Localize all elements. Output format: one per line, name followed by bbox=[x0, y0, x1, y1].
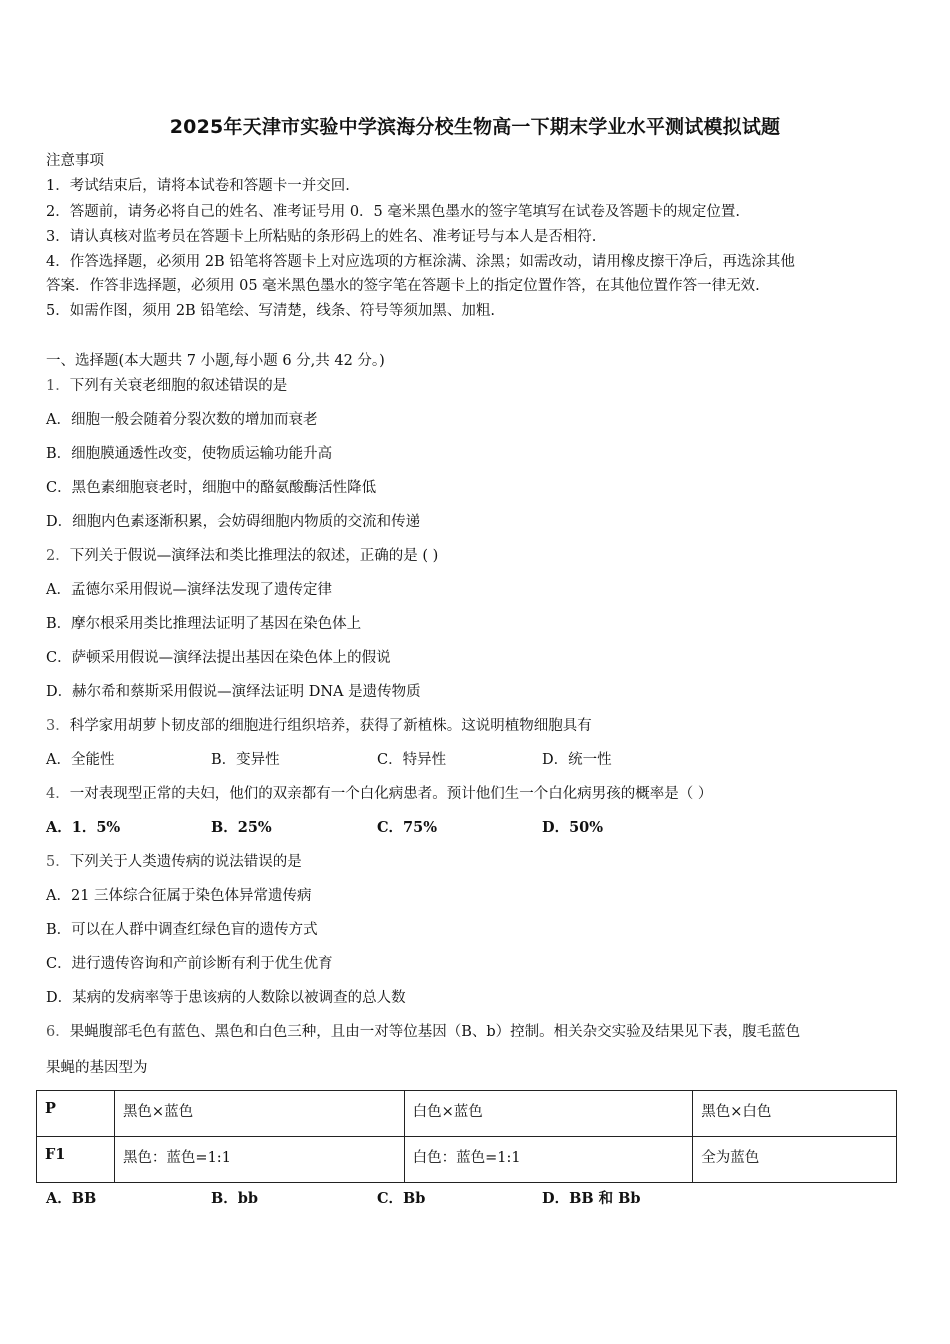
notice-item: 5．如需作图，须用 2B 铅笔绘、写清楚，线条、符号等须加黑、加粗. bbox=[46, 303, 495, 319]
option-a: A．BB bbox=[46, 1190, 97, 1207]
page-title: 2025年天津市实验中学滨海分校生物高一下期末学业水平测试模拟试题 bbox=[169, 116, 781, 138]
option-a: A．细胞一般会随着分裂次数的增加而衰老 bbox=[46, 412, 318, 428]
question-number: 5． bbox=[46, 854, 70, 870]
option-c: C．75% bbox=[377, 819, 437, 836]
table-row bbox=[37, 1137, 897, 1183]
question-number: 6． bbox=[46, 1024, 70, 1040]
question-5 bbox=[46, 852, 302, 872]
option-c: C．黑色素细胞衰老时，细胞中的酪氨酸酶活性降低 bbox=[46, 480, 377, 496]
notice-item: 1．考试结束后，请将本试卷和答题卡一并交回. bbox=[46, 178, 350, 194]
option-d: D．某病的发病率等于患该病的人数除以被调查的总人数 bbox=[46, 990, 406, 1006]
question-2 bbox=[46, 546, 438, 566]
option-a: A．21 三体综合征属于染色体异常遗传病 bbox=[46, 888, 312, 904]
option-d: D．赫尔希和蔡斯采用假说—演绎法证明 DNA 是遗传物质 bbox=[46, 684, 421, 700]
question-number: 4． bbox=[46, 786, 70, 802]
option-b: B．可以在人群中调查红绿色盲的遗传方式 bbox=[46, 922, 318, 938]
table-cell: 全为蓝色 bbox=[693, 1137, 897, 1183]
option-a: A．孟德尔采用假说—演绎法发现了遗传定律 bbox=[46, 582, 332, 598]
option-c: C．进行遗传咨询和产前诊断有利于优生优育 bbox=[46, 956, 333, 972]
question-stem: 果蝇腹部毛色有蓝色、黑色和白色三种，且由一对等位基因（B、b）控制。相关杂交实验及结果见下表，腹毛蓝色 bbox=[69, 1024, 801, 1040]
options-row bbox=[46, 1189, 906, 1209]
table-cell: 黑色×蓝色 bbox=[114, 1091, 404, 1137]
option-d: D．BB 和 Bb bbox=[542, 1190, 641, 1207]
table-cell: P bbox=[37, 1091, 115, 1137]
question-stem: 下列关于人类遗传病的说法错误的是 bbox=[69, 854, 302, 870]
notice-item: 3．请认真核对监考员在答题卡上所粘贴的条形码上的姓名、准考证号与本人是否相符. bbox=[46, 229, 597, 245]
option-d: D．统一性 bbox=[542, 752, 612, 768]
option-b: B．25% bbox=[211, 819, 272, 836]
cross-results-table bbox=[36, 1090, 897, 1183]
table-cell: 白色：蓝色=1:1 bbox=[404, 1137, 693, 1183]
question-number: 1． bbox=[46, 378, 70, 394]
question-1 bbox=[46, 376, 287, 396]
question-4 bbox=[46, 784, 712, 804]
option-b: B．细胞膜通透性改变，使物质运输功能升高 bbox=[46, 446, 333, 462]
table-cell: 黑色×白色 bbox=[693, 1091, 897, 1137]
question-number: 2． bbox=[46, 548, 70, 564]
question-stem: 一对表现型正常的夫妇，他们的双亲都有一个白化病患者。预计他们生一个白化病男孩的概率是（ ） bbox=[69, 786, 713, 802]
table-cell: 白色×蓝色 bbox=[404, 1091, 693, 1137]
notice-item: 2．答题前，请务必将自己的姓名、准考证号用 0．5 毫米黑色墨水的签字笔填写在试卷及答题卡的规定位置. bbox=[46, 204, 740, 220]
option-a: A．1．5% bbox=[46, 819, 121, 836]
question-stem: 下列有关衰老细胞的叙述错误的是 bbox=[69, 378, 288, 394]
option-c: C．Bb bbox=[377, 1190, 426, 1207]
option-c: C．萨顿采用假说—演绎法提出基因在染色体上的假说 bbox=[46, 650, 391, 666]
option-a: A．全能性 bbox=[46, 752, 115, 768]
question-stem: 科学家用胡萝卜韧皮部的细胞进行组织培养，获得了新植株。这说明植物细胞具有 bbox=[69, 718, 592, 734]
question-number: 3． bbox=[46, 718, 70, 734]
question-6 bbox=[46, 1022, 800, 1042]
question-stem-continued: 果蝇的基因型为 bbox=[46, 1060, 148, 1076]
table-row bbox=[37, 1091, 897, 1137]
notice-heading: 注意事项 bbox=[46, 153, 104, 169]
options-row bbox=[46, 818, 906, 838]
question-3 bbox=[46, 716, 592, 736]
notice-item: 4．作答选择题，必须用 2B 铅笔将答题卡上对应选项的方框涂满、涂黑；如需改动，请用橡皮擦干净后，再选涂其他 bbox=[46, 254, 795, 270]
option-b: B．摩尔根采用类比推理法证明了基因在染色体上 bbox=[46, 616, 362, 632]
section-heading: 一、选择题(本大题共 7 小题,每小题 6 分,共 42 分。) bbox=[46, 353, 385, 369]
option-d: D．细胞内色素逐渐积累，会妨碍细胞内物质的交流和传递 bbox=[46, 514, 421, 530]
option-d: D．50% bbox=[542, 819, 604, 836]
table-cell: F1 bbox=[37, 1137, 115, 1183]
notice-item: 答案．作答非选择题，必须用 05 毫米黑色墨水的签字笔在答题卡上的指定位置作答，在其他位置作答一律无效. bbox=[46, 278, 760, 294]
table-cell: 黑色：蓝色=1:1 bbox=[114, 1137, 404, 1183]
option-c: C．特异性 bbox=[377, 752, 447, 768]
options-row bbox=[46, 750, 906, 770]
option-b: B．bb bbox=[211, 1190, 259, 1207]
question-stem: 下列关于假说—演绎法和类比推理法的叙述，正确的是 ( ) bbox=[69, 548, 439, 564]
option-b: B．变异性 bbox=[211, 752, 280, 768]
